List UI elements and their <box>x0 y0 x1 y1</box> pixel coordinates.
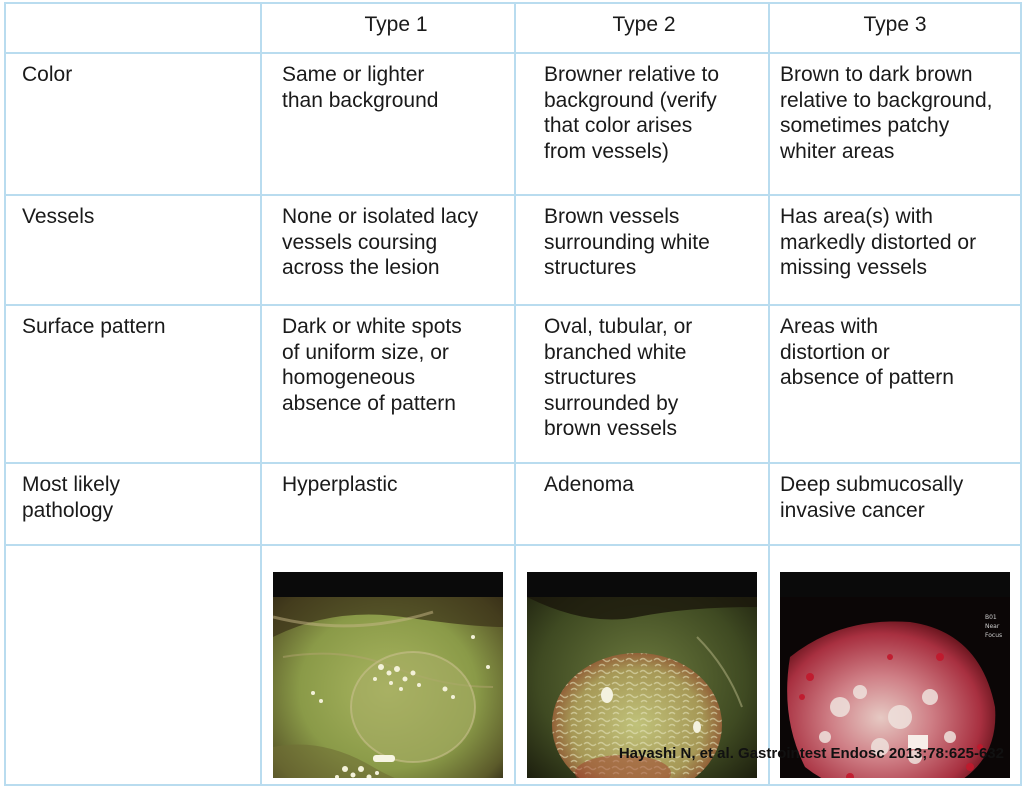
svg-text:Focus: Focus <box>985 632 1003 639</box>
table-row <box>5 195 1021 305</box>
image-row-label-empty <box>5 545 261 785</box>
cell-pathology-type-1: Hyperplastic <box>261 463 515 545</box>
header-type-3 <box>769 3 1021 53</box>
row-label-pathology: Most likely pathology <box>5 463 261 545</box>
table-row <box>5 305 1021 463</box>
table-row <box>5 53 1021 195</box>
cell-vessels-type-3: Has area(s) with markedly distorted or missing vessels <box>769 195 1021 305</box>
svg-text:B01: B01 <box>985 614 997 621</box>
cell-pathology-type-2: Adenoma <box>515 463 769 545</box>
header-row <box>5 3 1021 53</box>
cell-color-type-3: Brown to dark brown relative to background, sometimes patchy whiter areas <box>769 53 1021 195</box>
nice-classification-table <box>4 2 1022 786</box>
table-row <box>5 463 1021 545</box>
cell-color-type-2: Browner relative to background (verify that color arises from vessels) <box>515 53 769 195</box>
svg-text:Near: Near <box>985 623 1000 630</box>
cell-surface-type-1: Dark or white spots of uniform size, or homogeneous absence of pattern <box>261 305 515 463</box>
cell-pathology-type-3: Deep submucosally invasive cancer <box>769 463 1021 545</box>
row-label-color: Color <box>5 53 261 195</box>
header-type-1 <box>261 3 515 53</box>
citation: Hayashi N, et al. Gastrointest Endosc 2013;78:625-632 <box>618 745 1004 762</box>
row-label-vessels: Vessels <box>5 195 261 305</box>
endoscopy-image-hyperplastic <box>273 572 503 778</box>
cell-surface-type-3: Areas with distortion or absence of pattern <box>769 305 1021 463</box>
image-cell-type-1 <box>261 545 515 785</box>
header-empty <box>5 3 261 53</box>
header-type-2 <box>515 3 769 53</box>
cell-surface-type-2: Oval, tubular, or branched white structures surrounded by brown vessels <box>515 305 769 463</box>
cell-vessels-type-2: Brown vessels surrounding white structures <box>515 195 769 305</box>
cell-vessels-type-1: None or isolated lacy vessels coursing across the lesion <box>261 195 515 305</box>
cell-color-type-1: Same or lighter than background <box>261 53 515 195</box>
row-label-surface-pattern: Surface pattern <box>5 305 261 463</box>
header-type-1-label: Type 1 <box>364 13 428 36</box>
header-type-2-label: Type 2 <box>612 13 676 36</box>
header-type-3-label: Type 3 <box>863 13 927 36</box>
